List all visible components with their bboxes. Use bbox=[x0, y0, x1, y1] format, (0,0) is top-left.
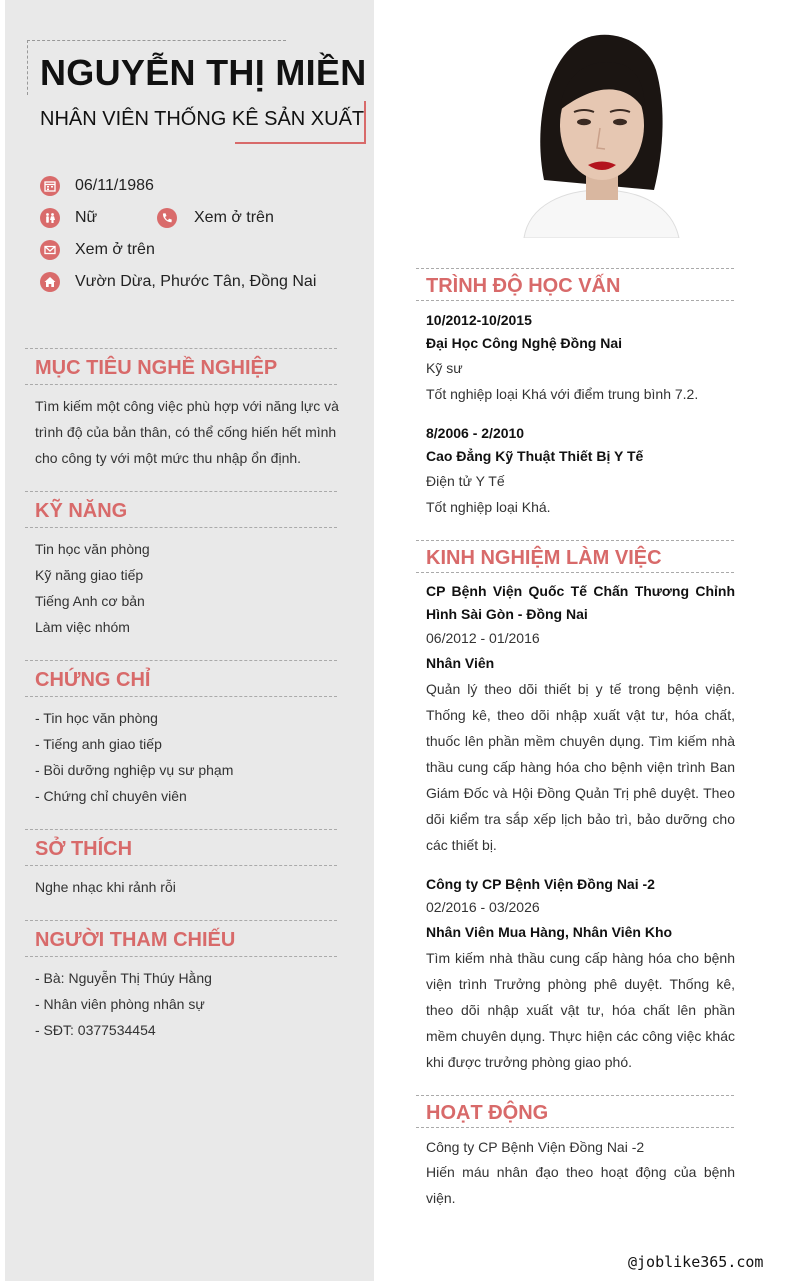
name-frame-top bbox=[27, 40, 286, 41]
objective-line-bottom bbox=[25, 384, 337, 385]
hobbies-line-top bbox=[25, 829, 337, 830]
hobbies-line-bottom bbox=[25, 865, 337, 866]
certificates-line-bottom bbox=[25, 696, 337, 697]
job-frame-bottom bbox=[235, 142, 366, 144]
experience-line-bottom bbox=[416, 572, 734, 573]
birthday-value: 06/11/1986 bbox=[75, 177, 154, 194]
email-value: Xem ở trên bbox=[75, 241, 155, 258]
education-school: Cao Đẳng Kỹ Thuật Thiết Bị Y Tế bbox=[426, 448, 644, 464]
candidate-name: NGUYỄN THỊ MIỀN bbox=[40, 52, 367, 93]
experience-company: CP Bệnh Viện Quốc Tế Chấn Thương Chỉnh Hình Sài Gòn - Đồng Nai bbox=[426, 583, 735, 622]
skill-item: Tin học văn phòng bbox=[35, 541, 150, 557]
calendar-icon bbox=[40, 176, 60, 196]
gender-value: Nữ bbox=[75, 209, 98, 226]
education-line-bottom bbox=[416, 300, 734, 301]
experience-period: 02/2016 - 03/2026 bbox=[426, 899, 540, 915]
education-period: 10/2012-10/2015 bbox=[426, 312, 532, 328]
experience-line-top bbox=[416, 540, 734, 541]
certificate-item: - Chứng chỉ chuyên viên bbox=[35, 788, 187, 804]
skill-item: Làm việc nhóm bbox=[35, 619, 130, 635]
job-frame-right bbox=[364, 101, 366, 144]
activities-line-bottom bbox=[416, 1127, 734, 1128]
hobby-item: Nghe nhạc khi rảnh rỗi bbox=[35, 879, 176, 895]
skills-line-top bbox=[25, 491, 337, 492]
reference-item: - Bà: Nguyễn Thị Thúy Hằng bbox=[35, 970, 212, 986]
references-line-bottom bbox=[25, 956, 337, 957]
reference-item: - SĐT: 0377534454 bbox=[35, 1022, 156, 1038]
profile-photo bbox=[504, 30, 699, 238]
education-period: 8/2006 - 2/2010 bbox=[426, 425, 525, 441]
skills-line-bottom bbox=[25, 527, 337, 528]
envelope-icon bbox=[40, 240, 60, 260]
objective-line: Tìm kiếm một công việc phù hợp với năng lực và bbox=[35, 398, 339, 414]
skill-item: Kỹ năng giao tiếp bbox=[35, 567, 144, 583]
job-title: NHÂN VIÊN THỐNG KÊ SẢN XUẤT bbox=[40, 108, 365, 130]
gender-icon bbox=[40, 208, 60, 228]
phone-icon bbox=[157, 208, 177, 228]
education-note: Tốt nghiệp loại Khá với điểm trung bình 7.2. bbox=[426, 386, 699, 402]
address-value: Vườn Dừa, Phước Tân, Đồng Nai bbox=[75, 273, 317, 290]
email-row bbox=[40, 240, 155, 260]
references-title: NGƯỜI THAM CHIẾU bbox=[35, 929, 236, 951]
experience-position: Nhân Viên bbox=[426, 655, 495, 671]
certificate-item: - Tiếng anh giao tiếp bbox=[35, 736, 162, 752]
education-line-top bbox=[416, 268, 734, 269]
certificate-item: - Bồi dưỡng nghiệp vụ sư phạm bbox=[35, 762, 234, 778]
references-line-top bbox=[25, 920, 337, 921]
certificates-title: CHỨNG CHỈ bbox=[35, 669, 151, 691]
objective-line: trình độ của bản thân, có thể cống hiến hết mình bbox=[35, 424, 337, 440]
education-major: Điện tử Y Tế bbox=[426, 473, 505, 489]
hobbies-title: SỞ THÍCH bbox=[35, 838, 133, 860]
objective-line-top bbox=[25, 348, 337, 349]
education-major: Kỹ sư bbox=[426, 360, 463, 376]
site-watermark: @joblike365.com bbox=[628, 1253, 764, 1271]
phone-value: Xem ở trên bbox=[194, 209, 274, 226]
education-school: Đại Học Công Nghệ Đồng Nai bbox=[426, 335, 622, 351]
experience-period: 06/2012 - 01/2016 bbox=[426, 630, 540, 646]
activities-title: HOẠT ĐỘNG bbox=[426, 1102, 549, 1124]
education-title: TRÌNH ĐỘ HỌC VẤN bbox=[426, 275, 621, 297]
experience-description: Quản lý theo dõi thiết bị y tế trong bệnh viện. Thống kê, theo dõi nhập xuất vật tư, hóa chất, thuốc lên phần mềm chuyên dụng. Tìm kiếm nhà thầu cung cấp hàng hóa cho bệnh viện trình Ban Giám Đốc và Hội Đồng Quản Trị phê duyệt. Theo dõi kiểm tra sắp xếp lịch bảo trì, bảo dưỡng cho các thiết bị. bbox=[426, 681, 735, 853]
objective-title: MỤC TIÊU NGHỀ NGHIỆP bbox=[35, 357, 278, 379]
objective-line: cho công ty với một mức thu nhập ổn định. bbox=[35, 450, 302, 466]
experience-title: KINH NGHIỆM LÀM VIỆC bbox=[426, 547, 662, 569]
activities-line-top bbox=[416, 1095, 734, 1096]
name-frame-left bbox=[27, 40, 28, 95]
home-icon bbox=[40, 272, 60, 292]
experience-position: Nhân Viên Mua Hàng, Nhân Viên Kho bbox=[426, 924, 673, 940]
experience-description: Tìm kiếm nhà thầu cung cấp hàng hóa cho bệnh viện trình Trưởng phòng phê duyệt. Thống kê, theo dõi nhập xuất vật tư, hóa chất lên phần mềm chuyên dụng. Thực hiện các công việc khác khi được trưởng phòng giao phó. bbox=[426, 950, 735, 1070]
certificate-item: - Tin học văn phòng bbox=[35, 710, 158, 726]
activity-description: Hiến máu nhân đạo theo hoạt động của bệnh viện. bbox=[426, 1164, 735, 1206]
certificates-line-top bbox=[25, 660, 337, 661]
reference-item: - Nhân viên phòng nhân sự bbox=[35, 996, 205, 1012]
skill-item: Tiếng Anh cơ bản bbox=[35, 593, 145, 609]
birthday-row bbox=[40, 176, 154, 196]
address-row bbox=[40, 272, 316, 292]
skills-title: KỸ NĂNG bbox=[35, 500, 128, 522]
gender-row bbox=[40, 208, 274, 228]
experience-company: Công ty CP Bệnh Viện Đồng Nai -2 bbox=[426, 876, 655, 892]
education-note: Tốt nghiệp loại Khá. bbox=[426, 499, 551, 515]
activity-organization: Công ty CP Bệnh Viện Đồng Nai -2 bbox=[426, 1139, 645, 1155]
